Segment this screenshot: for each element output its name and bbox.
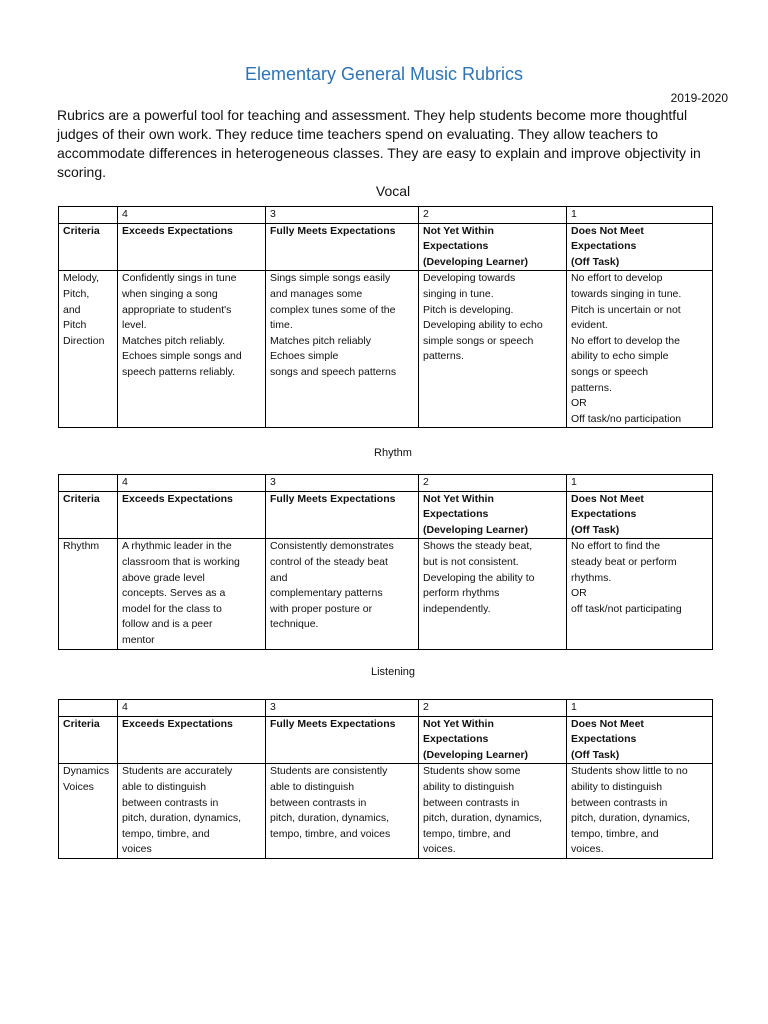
- score-cell: 3: [266, 475, 419, 492]
- level-heading-line: Expectations: [423, 733, 489, 746]
- descriptor-line: patterns.: [423, 350, 464, 363]
- descriptor-cell: [118, 271, 266, 428]
- descriptor-row: [59, 764, 713, 859]
- level-heading-line: (Off Task): [571, 523, 620, 536]
- descriptor-line: Echoes simple: [270, 350, 339, 363]
- level-heading-line: Does Not Meet: [571, 717, 644, 730]
- descriptor-line: tempo, timbre, and: [423, 827, 511, 840]
- descriptor-line: off task/not participating: [571, 602, 682, 615]
- descriptor-line: pitch, duration, dynamics,: [571, 812, 691, 825]
- level-heading-line: Not Yet Within: [423, 717, 494, 730]
- descriptor-cell: [567, 764, 713, 859]
- level-heading-line: Fully Meets Expectations: [270, 717, 396, 730]
- section-heading-rhythm: Rhythm: [374, 447, 412, 459]
- level-heading: [419, 491, 567, 539]
- descriptor-line: mentor: [122, 633, 155, 646]
- descriptor-line: speech patterns reliably.: [122, 365, 236, 378]
- descriptor-line: pitch, duration, dynamics,: [423, 812, 543, 825]
- descriptor-line: pitch, duration, dynamics,: [270, 812, 390, 825]
- rubric-table-rhythm: [58, 474, 713, 650]
- descriptor-line: patterns.: [571, 381, 612, 394]
- level-header-row: [59, 491, 713, 539]
- level-heading: [118, 716, 266, 764]
- level-heading-line: Fully Meets Expectations: [270, 224, 396, 237]
- descriptor-line: able to distinguish: [122, 780, 207, 793]
- page-title: Elementary General Music Rubrics: [244, 64, 524, 84]
- descriptor-line: control of the steady beat: [270, 555, 388, 568]
- descriptor-cell: [118, 764, 266, 859]
- criterion-line: Melody,: [63, 272, 99, 285]
- criterion-name: [59, 539, 118, 649]
- descriptor-line: Students are consistently: [270, 765, 388, 778]
- descriptor-line: independently.: [423, 602, 491, 615]
- criterion-name: [59, 271, 118, 428]
- score-row: [59, 700, 713, 717]
- level-heading: [567, 716, 713, 764]
- descriptor-line: able to distinguish: [270, 780, 355, 793]
- score-cell: 1: [567, 207, 713, 224]
- level-heading: [419, 716, 567, 764]
- descriptor-line: technique.: [270, 618, 319, 631]
- descriptor-line: Students are accurately: [122, 765, 233, 778]
- descriptor-line: Developing the ability to: [423, 571, 535, 584]
- descriptor-line: complementary patterns: [270, 587, 383, 600]
- level-heading-line: Expectations: [571, 240, 637, 253]
- descriptor-line: Confidently sings in tune: [122, 272, 237, 285]
- level-heading-line: (Developing Learner): [423, 523, 529, 536]
- descriptor-line: evident.: [571, 319, 608, 332]
- level-heading-line: Not Yet Within: [423, 224, 494, 237]
- level-heading-line: Does Not Meet: [571, 224, 644, 237]
- descriptor-cell: [266, 271, 419, 428]
- descriptor-line: level.: [122, 319, 147, 332]
- criterion-name: [59, 764, 118, 859]
- descriptor-line: songs and speech patterns: [270, 365, 397, 378]
- level-heading: [118, 223, 266, 271]
- section-heading-vocal: Vocal: [375, 183, 411, 199]
- descriptor-line: between contrasts in: [122, 796, 219, 809]
- level-heading-line: Exceeds Expectations: [122, 492, 233, 505]
- level-heading-line: (Off Task): [571, 748, 620, 761]
- level-heading: [419, 223, 567, 271]
- descriptor-cell: [419, 271, 567, 428]
- descriptor-line: and: [270, 571, 288, 584]
- score-cell: 3: [266, 700, 419, 717]
- score-row: [59, 207, 713, 224]
- score-cell: 2: [419, 207, 567, 224]
- descriptor-line: and manages some: [270, 287, 363, 300]
- descriptor-line: OR: [571, 587, 587, 600]
- descriptor-line: when singing a song: [122, 287, 218, 300]
- descriptor-line: Developing towards: [423, 272, 516, 285]
- rubric-table-listening: [58, 699, 713, 859]
- level-heading-line: (Developing Learner): [423, 255, 529, 268]
- blank-cell: [59, 475, 118, 492]
- level-header-row: [59, 223, 713, 271]
- descriptor-line: concepts. Serves as a: [122, 587, 226, 600]
- descriptor-line: ability to distinguish: [571, 780, 663, 793]
- descriptor-line: with proper posture or: [270, 602, 373, 615]
- score-cell: 4: [118, 207, 266, 224]
- descriptor-line: No effort to develop the: [571, 334, 680, 347]
- descriptor-line: perform rhythms: [423, 587, 500, 600]
- descriptor-cell: [266, 764, 419, 859]
- level-heading: [266, 716, 419, 764]
- blank-cell: [59, 207, 118, 224]
- score-cell: 4: [118, 475, 266, 492]
- descriptor-line: towards singing in tune.: [571, 287, 682, 300]
- level-heading-line: Fully Meets Expectations: [270, 492, 396, 505]
- level-heading-line: Exceeds Expectations: [122, 717, 233, 730]
- level-heading-line: Expectations: [423, 240, 489, 253]
- descriptor-cell: [118, 539, 266, 649]
- descriptor-line: Pitch is developing.: [423, 303, 514, 316]
- descriptor-line: steady beat or perform: [571, 555, 677, 568]
- criterion-line: Dynamics: [63, 765, 110, 778]
- descriptor-line: follow and is a peer: [122, 618, 213, 631]
- descriptor-line: classroom that is working: [122, 555, 240, 568]
- score-cell: 2: [419, 475, 567, 492]
- descriptor-line: pitch, duration, dynamics,: [122, 812, 242, 825]
- descriptor-line: simple songs or speech: [423, 334, 534, 347]
- level-heading: [118, 491, 266, 539]
- criterion-line: Rhythm: [63, 540, 100, 553]
- level-heading-line: Expectations: [571, 508, 637, 521]
- descriptor-line: OR: [571, 397, 587, 410]
- descriptor-row: [59, 271, 713, 428]
- score-cell: 3: [266, 207, 419, 224]
- level-heading: [266, 223, 419, 271]
- descriptor-line: Consistently demonstrates: [270, 540, 394, 553]
- descriptor-line: tempo, timbre, and: [122, 827, 210, 840]
- descriptor-line: songs or speech: [571, 365, 649, 378]
- descriptor-cell: [567, 271, 713, 428]
- criteria-label: Criteria: [59, 716, 118, 764]
- level-heading: [266, 491, 419, 539]
- descriptor-row: [59, 539, 713, 649]
- score-cell: 2: [419, 700, 567, 717]
- level-heading-line: (Off Task): [571, 255, 620, 268]
- descriptor-line: above grade level: [122, 571, 205, 584]
- intro-paragraph: Rubrics are a powerful tool for teaching and assessment. They help students become more thoughtful judges of their own work. They reduce time teachers spend on evaluating. They allow teachers to accommodate differences in heterogeneous classes. They are easy to explain and improve objectivity in scoring.: [57, 107, 701, 180]
- descriptor-cell: [567, 539, 713, 649]
- descriptor-line: Students show little to no: [571, 765, 688, 778]
- descriptor-line: No effort to find the: [571, 540, 661, 553]
- rubric-table-vocal: [58, 206, 713, 428]
- level-heading-line: Exceeds Expectations: [122, 224, 233, 237]
- descriptor-line: singing in tune.: [423, 287, 494, 300]
- criterion-line: and: [63, 303, 81, 316]
- descriptor-line: Matches pitch reliably: [270, 334, 371, 347]
- descriptor-line: rhythms.: [571, 571, 612, 584]
- school-year: 2019-2020: [670, 91, 728, 105]
- descriptor-line: Developing ability to echo: [423, 319, 543, 332]
- criterion-line: Voices: [63, 780, 94, 793]
- level-header-row: [59, 716, 713, 764]
- descriptor-line: ability to distinguish: [423, 780, 515, 793]
- score-row: [59, 475, 713, 492]
- descriptor-line: Shows the steady beat,: [423, 540, 533, 553]
- descriptor-line: voices.: [571, 843, 604, 856]
- level-heading-line: Not Yet Within: [423, 492, 494, 505]
- descriptor-line: between contrasts in: [270, 796, 367, 809]
- blank-cell: [59, 700, 118, 717]
- level-heading: [567, 491, 713, 539]
- descriptor-line: Off task/no participation: [571, 412, 682, 425]
- descriptor-line: between contrasts in: [571, 796, 668, 809]
- descriptor-line: Matches pitch reliably.: [122, 334, 226, 347]
- level-heading-line: Expectations: [423, 508, 489, 521]
- level-heading-line: (Developing Learner): [423, 748, 529, 761]
- criterion-line: Pitch: [63, 319, 87, 332]
- score-cell: 4: [118, 700, 266, 717]
- descriptor-line: tempo, timbre, and: [571, 827, 659, 840]
- descriptor-line: between contrasts in: [423, 796, 520, 809]
- descriptor-line: Students show some: [423, 765, 521, 778]
- descriptor-line: model for the class to: [122, 602, 222, 615]
- criterion-line: Direction: [63, 334, 105, 347]
- descriptor-line: but is not consistent.: [423, 555, 519, 568]
- descriptor-line: tempo, timbre, and voices: [270, 827, 391, 840]
- criteria-label: Criteria: [59, 491, 118, 539]
- criterion-line: Pitch,: [63, 287, 90, 300]
- descriptor-line: complex tunes some of the: [270, 303, 396, 316]
- criteria-label: Criteria: [59, 223, 118, 271]
- score-cell: 1: [567, 475, 713, 492]
- descriptor-line: ability to echo simple: [571, 350, 669, 363]
- level-heading-line: Does Not Meet: [571, 492, 644, 505]
- level-heading: [567, 223, 713, 271]
- descriptor-line: time.: [270, 319, 293, 332]
- descriptor-line: Pitch is uncertain or not: [571, 303, 681, 316]
- descriptor-cell: [419, 539, 567, 649]
- descriptor-line: Sings simple songs easily: [270, 272, 391, 285]
- descriptor-line: A rhythmic leader in the: [122, 540, 232, 553]
- descriptor-line: appropriate to student's: [122, 303, 232, 316]
- descriptor-line: Echoes simple songs and: [122, 350, 242, 363]
- descriptor-line: No effort to develop: [571, 272, 663, 285]
- descriptor-line: voices: [122, 843, 152, 856]
- descriptor-line: voices.: [423, 843, 456, 856]
- descriptor-cell: [266, 539, 419, 649]
- level-heading-line: Expectations: [571, 733, 637, 746]
- section-heading-listening: Listening: [370, 666, 416, 678]
- descriptor-cell: [419, 764, 567, 859]
- score-cell: 1: [567, 700, 713, 717]
